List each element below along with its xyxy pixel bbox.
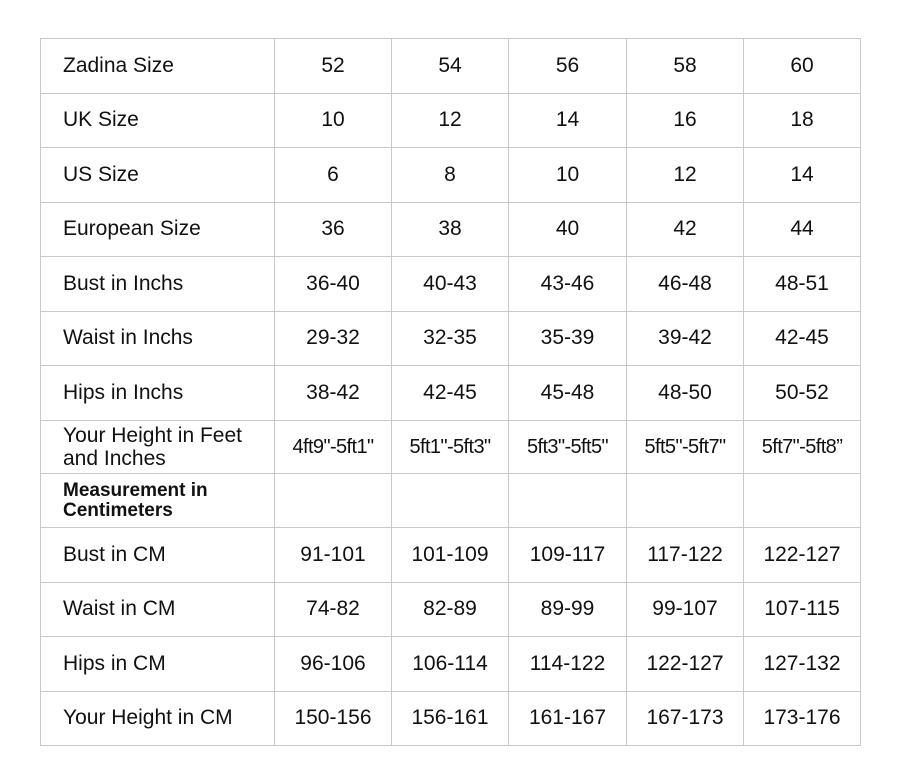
table-cell: 52 [275, 39, 392, 94]
table-cell: 29-32 [275, 312, 392, 366]
table-cell: 107-115 [744, 583, 861, 637]
size-chart-table [40, 38, 861, 746]
table-cell: 161-167 [509, 692, 627, 746]
table-cell: 42-45 [744, 312, 861, 366]
table-cell: 89-99 [509, 583, 627, 637]
table-cell: 122-127 [627, 637, 744, 692]
table-cell: 91-101 [275, 528, 392, 583]
table-cell: 58 [627, 39, 744, 94]
table-cell: 114-122 [509, 637, 627, 692]
row-label: UK Size [41, 94, 275, 148]
table-cell: 109-117 [509, 528, 627, 583]
table-cell: 117-122 [627, 528, 744, 583]
table-cell: 106-114 [392, 637, 509, 692]
table-cell: 5ft1"-5ft3" [392, 421, 509, 474]
table-cell [275, 474, 392, 528]
row-label: US Size [41, 148, 275, 203]
table-cell: 36-40 [275, 257, 392, 312]
table-cell: 40-43 [392, 257, 509, 312]
row-label: Hips in Inchs [41, 366, 275, 421]
table-cell: 4ft9"-5ft1" [275, 421, 392, 474]
table-cell: 8 [392, 148, 509, 203]
table-cell: 42 [627, 203, 744, 257]
table-cell: 45-48 [509, 366, 627, 421]
table-row-height-feet [41, 421, 861, 474]
table-row-hips-inches [41, 366, 861, 421]
table-row-uk-size [41, 94, 861, 148]
table-cell: 12 [627, 148, 744, 203]
table-cell [627, 474, 744, 528]
row-label: Hips in CM [41, 637, 275, 692]
row-label: Waist in Inchs [41, 312, 275, 366]
table-cell: 60 [744, 39, 861, 94]
table-row-waist-cm [41, 583, 861, 637]
table-cell: 12 [392, 94, 509, 148]
row-label: European Size [41, 203, 275, 257]
table-cell: 43-46 [509, 257, 627, 312]
table-cell: 101-109 [392, 528, 509, 583]
table-row-section-centimeters [41, 474, 861, 528]
row-label: Zadina Size [41, 39, 275, 94]
table-cell: 122-127 [744, 528, 861, 583]
table-cell: 39-42 [627, 312, 744, 366]
table-cell: 5ft3"-5ft5" [509, 421, 627, 474]
table-row-european-size [41, 203, 861, 257]
table-cell: 173-176 [744, 692, 861, 746]
table-cell [744, 474, 861, 528]
table-cell: 82-89 [392, 583, 509, 637]
table-cell: 5ft5"-5ft7" [627, 421, 744, 474]
table-cell: 44 [744, 203, 861, 257]
table-cell: 38-42 [275, 366, 392, 421]
table-cell: 127-132 [744, 637, 861, 692]
table-cell: 156-161 [392, 692, 509, 746]
table-cell: 56 [509, 39, 627, 94]
table-cell: 74-82 [275, 583, 392, 637]
section-heading: Measurement in Centimeters [41, 474, 275, 528]
table-cell: 32-35 [392, 312, 509, 366]
table-cell: 18 [744, 94, 861, 148]
table-cell: 10 [275, 94, 392, 148]
table-cell: 167-173 [627, 692, 744, 746]
table-cell: 16 [627, 94, 744, 148]
row-label: Waist in CM [41, 583, 275, 637]
table-cell: 35-39 [509, 312, 627, 366]
table-cell: 96-106 [275, 637, 392, 692]
table-cell: 14 [509, 94, 627, 148]
table-cell: 40 [509, 203, 627, 257]
table-row-bust-inches [41, 257, 861, 312]
table-cell [392, 474, 509, 528]
table-cell: 6 [275, 148, 392, 203]
row-label: Your Height in Feet and Inches [41, 421, 275, 474]
table-row-waist-inches [41, 312, 861, 366]
row-label: Your Height in CM [41, 692, 275, 746]
row-label: Bust in CM [41, 528, 275, 583]
table-row-us-size [41, 148, 861, 203]
table-row-bust-cm [41, 528, 861, 583]
table-cell: 99-107 [627, 583, 744, 637]
table-row-hips-cm [41, 637, 861, 692]
table-row-zadina-size [41, 39, 861, 94]
table-cell: 42-45 [392, 366, 509, 421]
table-cell: 150-156 [275, 692, 392, 746]
table-cell: 46-48 [627, 257, 744, 312]
table-cell: 10 [509, 148, 627, 203]
table-cell: 36 [275, 203, 392, 257]
table-cell [509, 474, 627, 528]
table-cell: 48-50 [627, 366, 744, 421]
table-cell: 48-51 [744, 257, 861, 312]
table-cell: 38 [392, 203, 509, 257]
table-cell: 54 [392, 39, 509, 94]
table-cell: 14 [744, 148, 861, 203]
table-row-height-cm [41, 692, 861, 746]
table-cell: 50-52 [744, 366, 861, 421]
row-label: Bust in Inchs [41, 257, 275, 312]
table-cell: 5ft7"-5ft8” [744, 421, 861, 474]
